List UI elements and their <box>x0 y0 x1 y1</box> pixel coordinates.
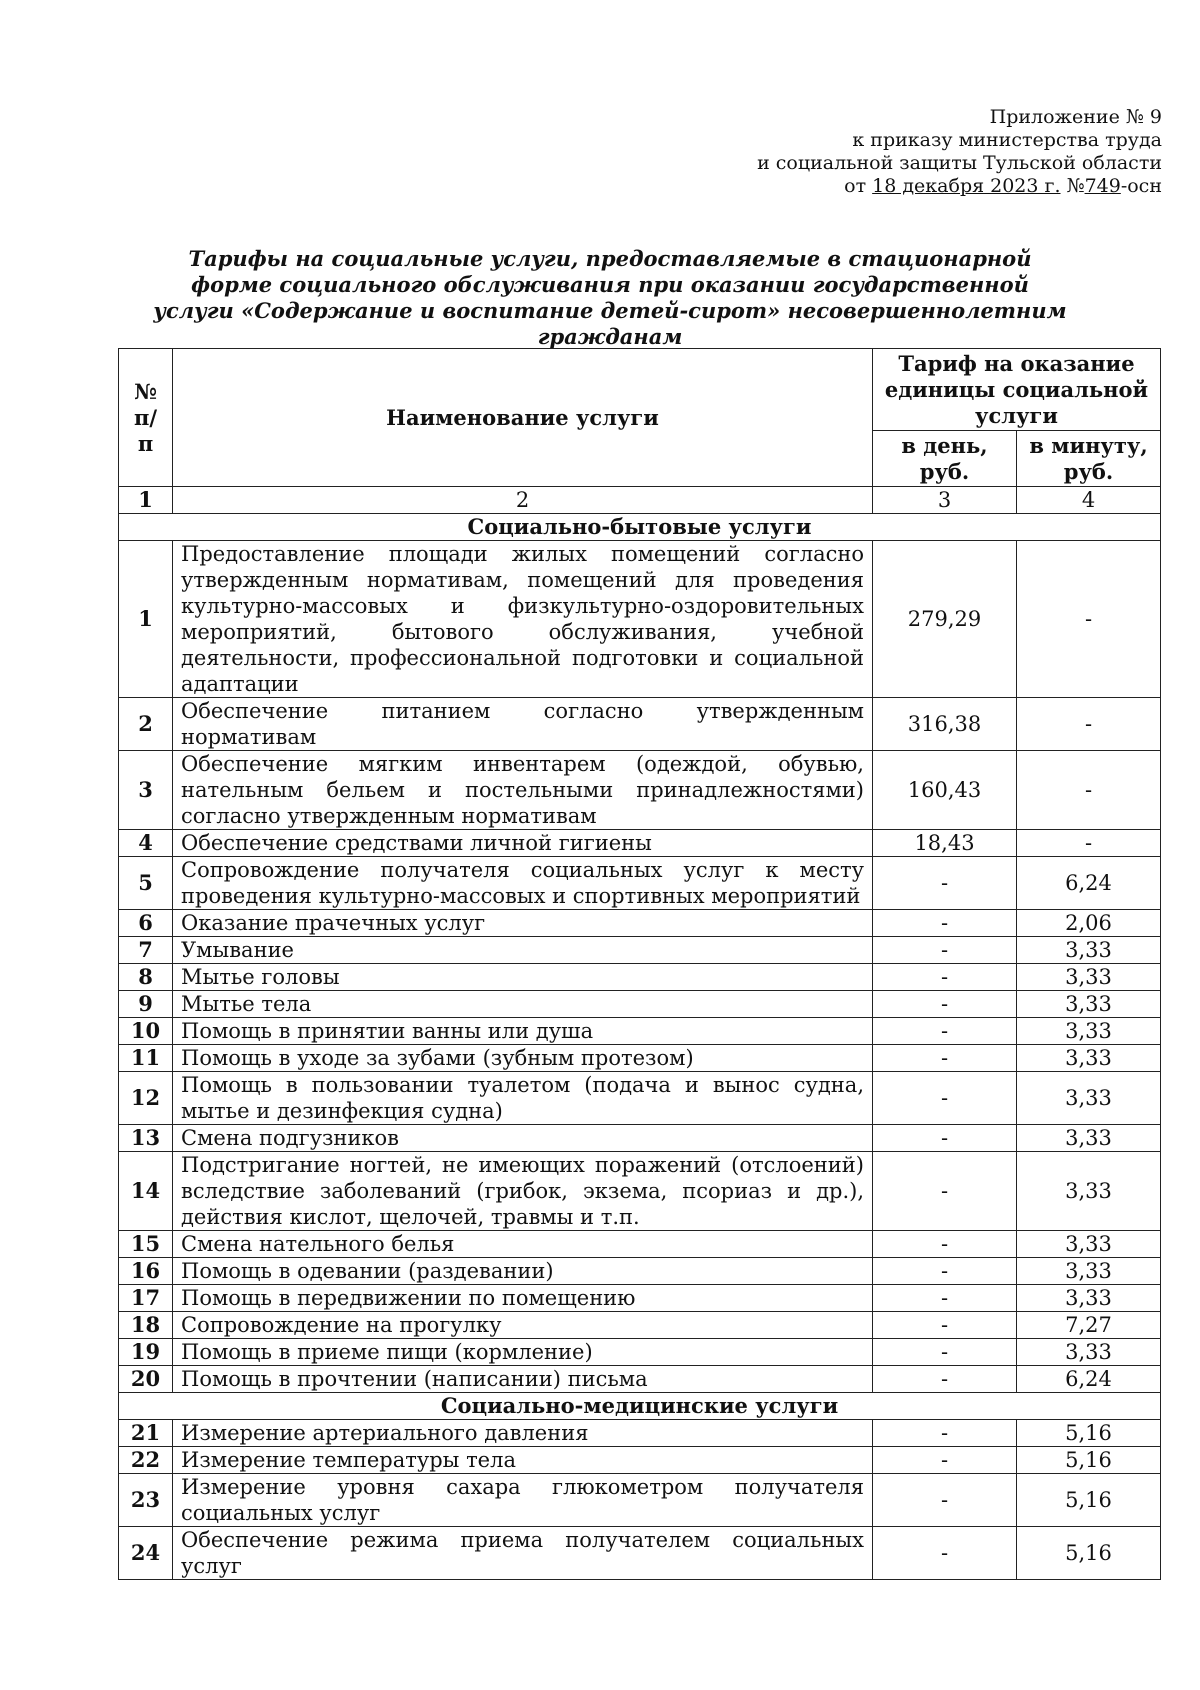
row-number: 24 <box>119 1527 173 1580</box>
header-num: № п/п <box>119 349 173 487</box>
row-number: 18 <box>119 1312 173 1339</box>
row-number: 5 <box>119 857 173 910</box>
tariff-per-day: - <box>873 1231 1017 1258</box>
row-number: 17 <box>119 1285 173 1312</box>
row-number: 6 <box>119 910 173 937</box>
number-sign: № <box>1066 175 1085 197</box>
table-row <box>119 1125 1161 1152</box>
appendix-label: Приложение № 9 <box>989 106 1162 128</box>
table-row <box>119 1152 1161 1231</box>
table-row <box>119 830 1161 857</box>
tariff-per-minute: 3,33 <box>1017 1231 1161 1258</box>
tariff-per-minute: 3,33 <box>1017 1285 1161 1312</box>
service-name: Сопровождение получателя социальных услуг к месту проведения культурно-массовых и спортивных мероприятий <box>173 857 873 910</box>
tariff-per-day: - <box>873 964 1017 991</box>
tariff-per-minute: 6,24 <box>1017 1366 1161 1393</box>
tariff-per-minute: 3,33 <box>1017 1152 1161 1231</box>
row-number: 4 <box>119 830 173 857</box>
tariff-per-day: - <box>873 1420 1017 1447</box>
tariff-per-day: - <box>873 991 1017 1018</box>
column-number-row <box>119 487 1161 514</box>
order-date: 18 декабря 2023 г. <box>872 175 1061 197</box>
header-per-day: в день, руб. <box>873 431 1017 487</box>
tariff-per-minute: - <box>1017 751 1161 830</box>
document-header <box>757 106 1162 198</box>
tariff-per-minute: 3,33 <box>1017 1125 1161 1152</box>
table-row <box>119 1420 1161 1447</box>
tariff-per-day: - <box>873 1125 1017 1152</box>
table-row <box>119 991 1161 1018</box>
table-row <box>119 1285 1161 1312</box>
order-date-line <box>757 175 1162 198</box>
tariff-per-day: - <box>873 1312 1017 1339</box>
ministry-name: и социальной защиты Тульской области <box>757 152 1162 174</box>
table-row <box>119 541 1161 698</box>
table-row <box>119 1045 1161 1072</box>
tariff-per-minute: - <box>1017 698 1161 751</box>
table-row <box>119 1231 1161 1258</box>
service-name: Обеспечение питанием согласно утвержденным нормативам <box>173 698 873 751</box>
tariff-per-day: - <box>873 1339 1017 1366</box>
service-name: Смена подгузников <box>173 1125 873 1152</box>
table-row <box>119 1366 1161 1393</box>
column-number: 2 <box>173 487 873 514</box>
section-row <box>119 514 1161 541</box>
table-row <box>119 964 1161 991</box>
row-number: 13 <box>119 1125 173 1152</box>
tariff-per-day: - <box>873 1258 1017 1285</box>
order-reference: к приказу министерства труда <box>852 129 1162 151</box>
order-number-suffix: -осн <box>1120 175 1162 197</box>
tariff-per-minute: 2,06 <box>1017 910 1161 937</box>
tariff-per-minute: 5,16 <box>1017 1474 1161 1527</box>
order-number: 749 <box>1084 175 1121 197</box>
row-number: 12 <box>119 1072 173 1125</box>
service-name: Помощь в прочтении (написании) письма <box>173 1366 873 1393</box>
table-row <box>119 910 1161 937</box>
tariff-per-minute: 3,33 <box>1017 1018 1161 1045</box>
row-number: 15 <box>119 1231 173 1258</box>
service-name: Подстригание ногтей, не имеющих поражений (отслоений) вследствие заболеваний (грибок, экзема, псориаз и др.), действия кислот, щелочей, травмы и т.п. <box>173 1152 873 1231</box>
row-number: 1 <box>119 541 173 698</box>
tariff-per-day: 316,38 <box>873 698 1017 751</box>
service-name: Помощь в приеме пищи (кормление) <box>173 1339 873 1366</box>
tariff-per-day: - <box>873 1474 1017 1527</box>
document-title: Тарифы на социальные услуги, предоставляемые в стационарной форме социального обслуживания при оказании государственной услуги «Содержание и воспитание детей-сирот» несовершеннолетним гражданам <box>153 246 1067 349</box>
section-row <box>119 1393 1161 1420</box>
service-name: Измерение артериального давления <box>173 1420 873 1447</box>
tariff-per-minute: 3,33 <box>1017 1258 1161 1285</box>
tariff-per-minute: 3,33 <box>1017 1072 1161 1125</box>
service-name: Помощь в передвижении по помещению <box>173 1285 873 1312</box>
table-row <box>119 1447 1161 1474</box>
service-name: Помощь в уходе за зубами (зубным протезом) <box>173 1045 873 1072</box>
row-number: 11 <box>119 1045 173 1072</box>
tariff-per-day: - <box>873 1447 1017 1474</box>
service-name: Умывание <box>173 937 873 964</box>
service-name: Смена нательного белья <box>173 1231 873 1258</box>
row-number: 19 <box>119 1339 173 1366</box>
table-row <box>119 1018 1161 1045</box>
service-name: Оказание прачечных услуг <box>173 910 873 937</box>
column-number: 1 <box>119 487 173 514</box>
table-row <box>119 1312 1161 1339</box>
tariff-per-day: - <box>873 937 1017 964</box>
row-number: 20 <box>119 1366 173 1393</box>
column-number: 4 <box>1017 487 1161 514</box>
tariff-per-day: 279,29 <box>873 541 1017 698</box>
tariff-per-minute: 3,33 <box>1017 964 1161 991</box>
row-number: 3 <box>119 751 173 830</box>
table-row <box>119 751 1161 830</box>
tariff-per-day: - <box>873 1152 1017 1231</box>
row-number: 8 <box>119 964 173 991</box>
section-title: Социально-бытовые услуги <box>119 514 1161 541</box>
tariff-per-minute: 3,33 <box>1017 991 1161 1018</box>
table-row <box>119 1072 1161 1125</box>
table-row <box>119 1474 1161 1527</box>
tariff-per-day: - <box>873 1366 1017 1393</box>
tariff-per-minute: 3,33 <box>1017 1339 1161 1366</box>
row-number: 23 <box>119 1474 173 1527</box>
tariff-per-minute: - <box>1017 830 1161 857</box>
tariff-per-minute: 6,24 <box>1017 857 1161 910</box>
service-name: Помощь в пользовании туалетом (подача и вынос судна, мытье и дезинфекция судна) <box>173 1072 873 1125</box>
table-row <box>119 1339 1161 1366</box>
row-number: 10 <box>119 1018 173 1045</box>
tariff-per-minute: 5,16 <box>1017 1527 1161 1580</box>
tariff-per-day: - <box>873 1045 1017 1072</box>
tariff-per-day: - <box>873 1072 1017 1125</box>
service-name: Предоставление площади жилых помещений согласно утвержденным нормативам, помещений для проведения культурно-массовых и физкультурно-оздоровительных мероприятий, бытового обслуживания, учебной деятельности, профессиональной подготовки и социальной адаптации <box>173 541 873 698</box>
date-prefix: от <box>844 175 867 197</box>
tariff-per-minute: - <box>1017 541 1161 698</box>
tariff-per-minute: 5,16 <box>1017 1447 1161 1474</box>
tariff-per-day: - <box>873 1018 1017 1045</box>
table-row <box>119 1258 1161 1285</box>
row-number: 14 <box>119 1152 173 1231</box>
row-number: 16 <box>119 1258 173 1285</box>
table-row <box>119 1527 1161 1580</box>
tariff-per-day: - <box>873 1285 1017 1312</box>
service-name: Мытье головы <box>173 964 873 991</box>
tariff-per-day: 18,43 <box>873 830 1017 857</box>
column-number: 3 <box>873 487 1017 514</box>
tariff-per-day: - <box>873 910 1017 937</box>
tariff-per-day: 160,43 <box>873 751 1017 830</box>
tariff-per-minute: 7,27 <box>1017 1312 1161 1339</box>
service-name: Помощь в одевании (раздевании) <box>173 1258 873 1285</box>
service-name: Обеспечение средствами личной гигиены <box>173 830 873 857</box>
row-number: 9 <box>119 991 173 1018</box>
table-row <box>119 857 1161 910</box>
table-row <box>119 698 1161 751</box>
tariff-per-day: - <box>873 857 1017 910</box>
service-name: Помощь в принятии ванны или душа <box>173 1018 873 1045</box>
row-number: 2 <box>119 698 173 751</box>
section-title: Социально-медицинские услуги <box>119 1393 1161 1420</box>
tariff-per-minute: 3,33 <box>1017 937 1161 964</box>
tariff-table <box>118 348 1161 1580</box>
header-tariff: Тариф на оказание единицы социальной услуги <box>873 349 1161 431</box>
row-number: 22 <box>119 1447 173 1474</box>
service-name: Мытье тела <box>173 991 873 1018</box>
service-name: Измерение температуры тела <box>173 1447 873 1474</box>
header-name: Наименование услуги <box>173 349 873 487</box>
tariff-per-minute: 3,33 <box>1017 1045 1161 1072</box>
tariff-per-minute: 5,16 <box>1017 1420 1161 1447</box>
service-name: Обеспечение мягким инвентарем (одеждой, обувью, нательным бельем и постельными принадлежностями) согласно утвержденным нормативам <box>173 751 873 830</box>
tariff-per-day: - <box>873 1527 1017 1580</box>
row-number: 7 <box>119 937 173 964</box>
service-name: Обеспечение режима приема получателем социальных услуг <box>173 1527 873 1580</box>
row-number: 21 <box>119 1420 173 1447</box>
table-row <box>119 937 1161 964</box>
header-per-minute: в минуту, руб. <box>1017 431 1161 487</box>
service-name: Измерение уровня сахара глюкометром получателя социальных услуг <box>173 1474 873 1527</box>
service-name: Сопровождение на прогулку <box>173 1312 873 1339</box>
